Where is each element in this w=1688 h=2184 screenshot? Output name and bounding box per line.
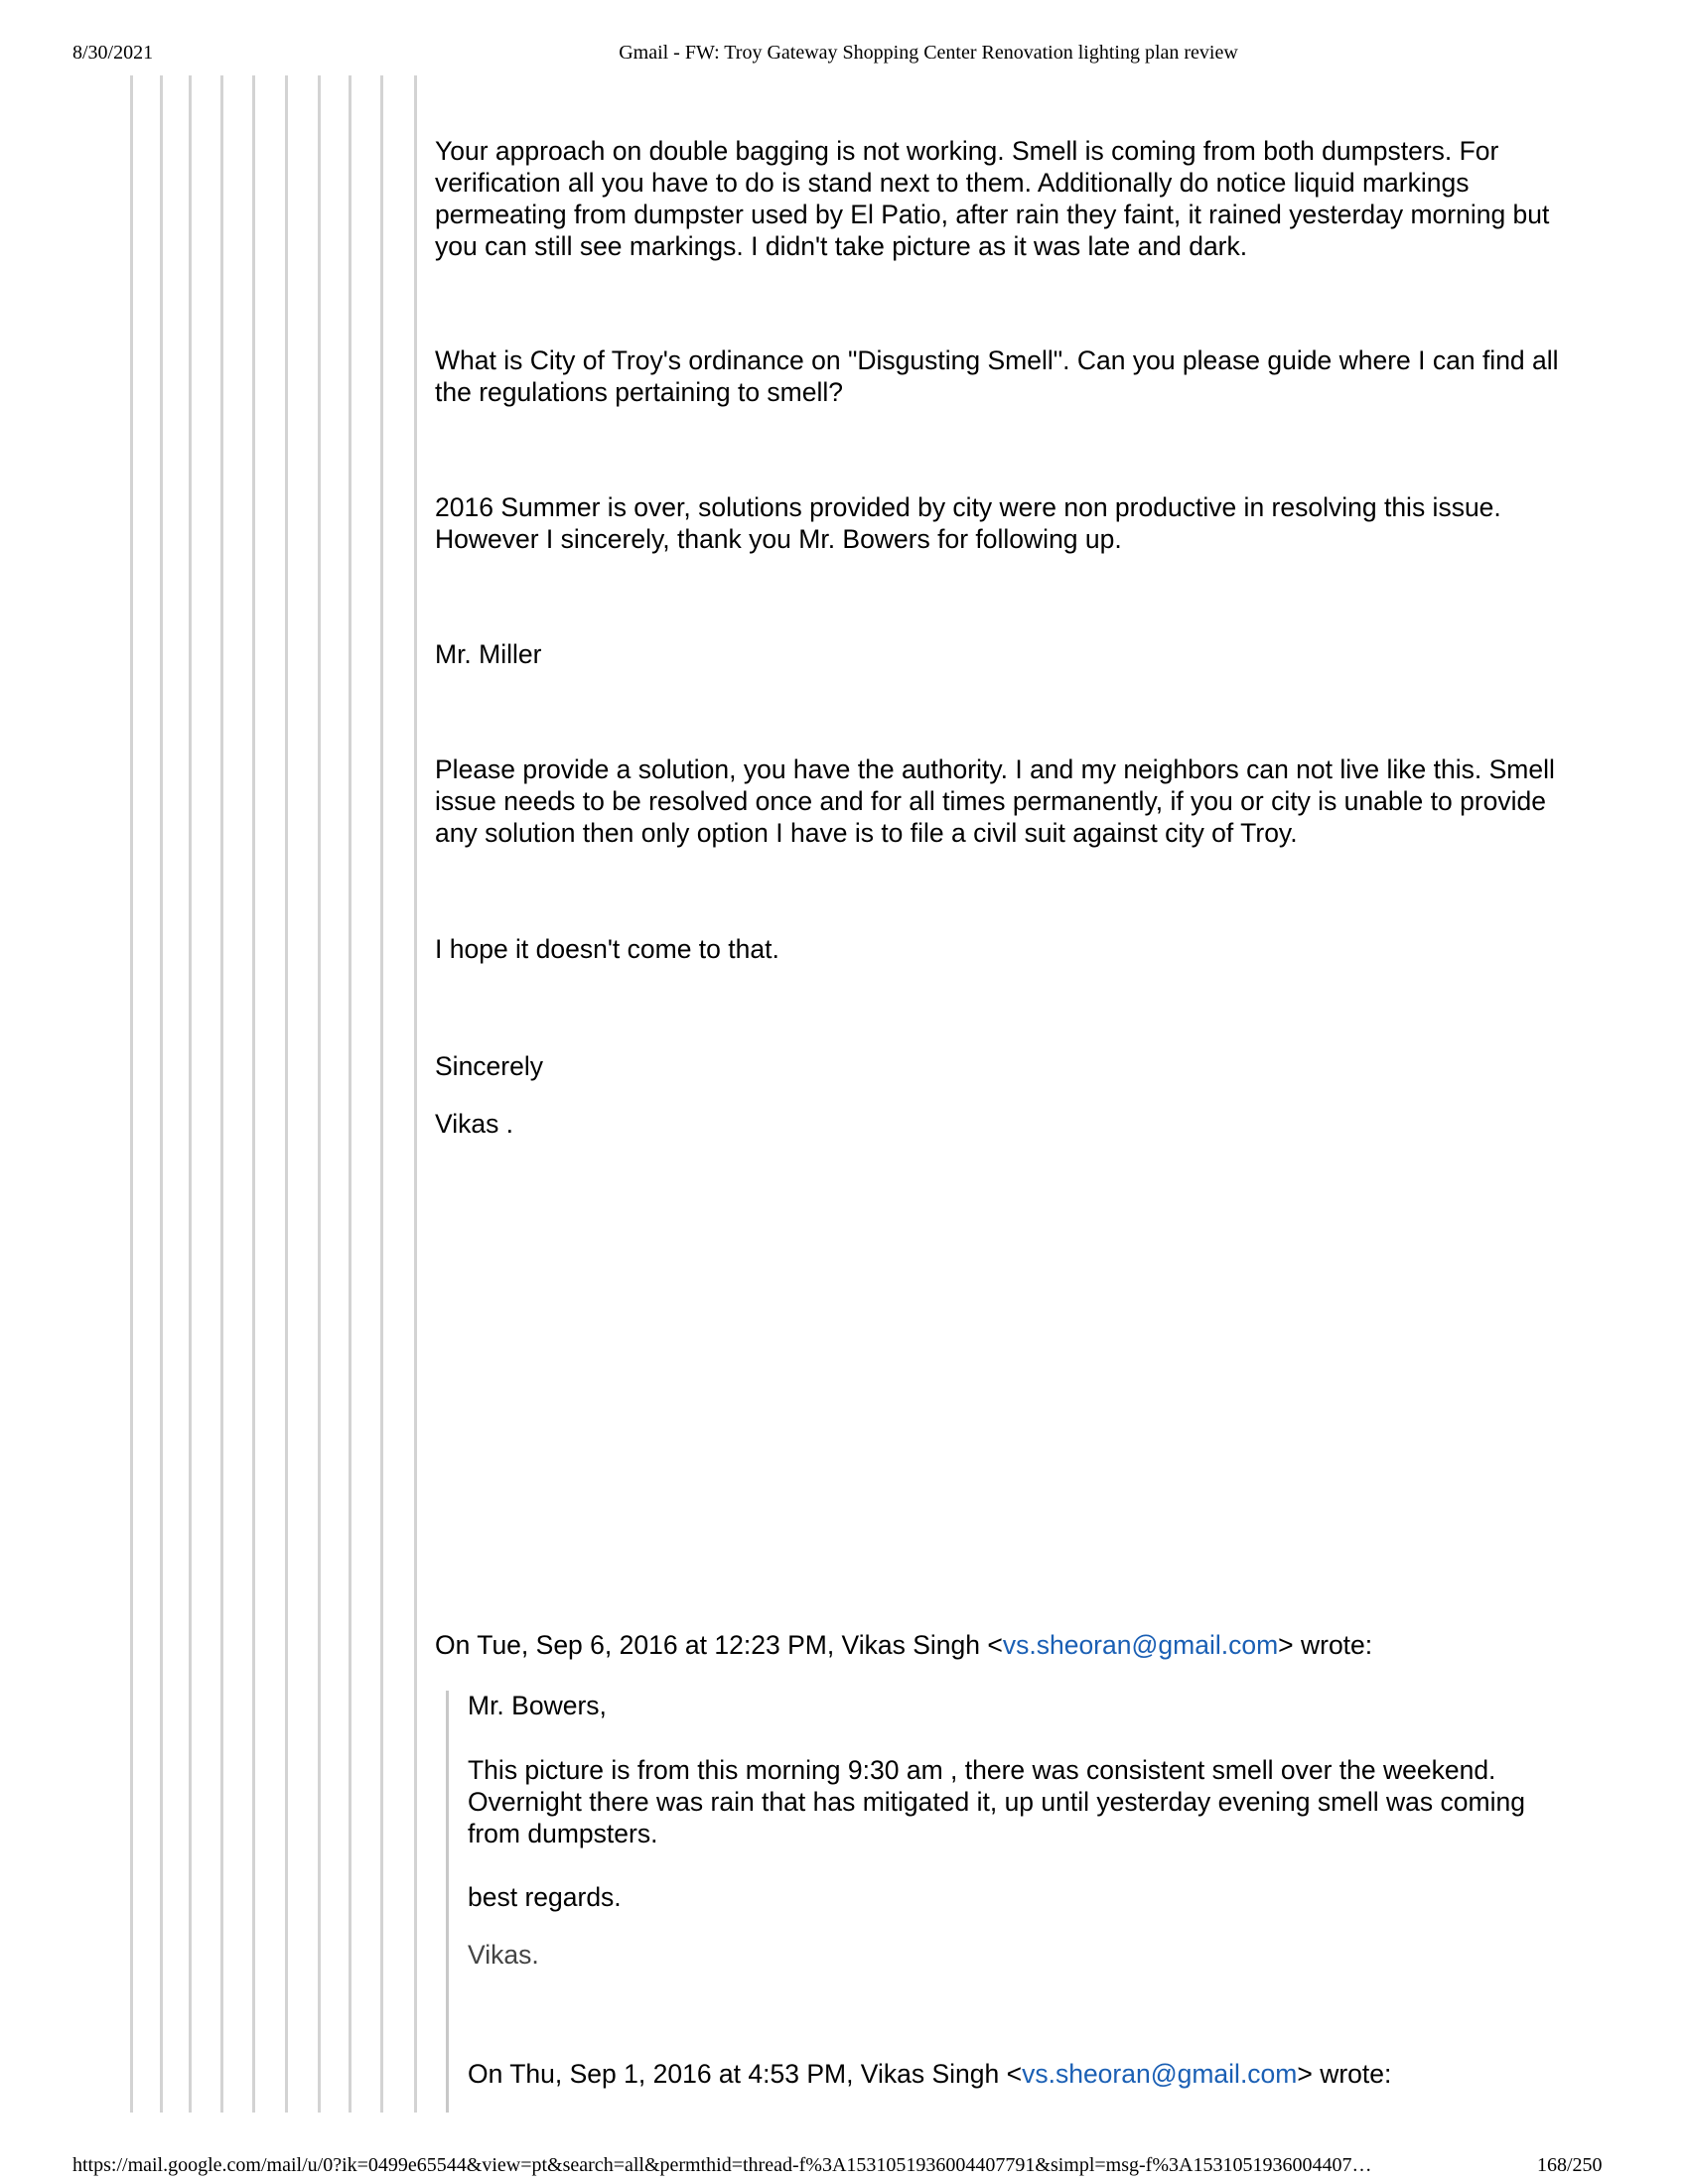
quote-level-line (252, 75, 255, 2113)
message-salutation: Mr. Miller (435, 639, 542, 669)
quote-greeting: Mr. Bowers, (468, 1691, 607, 1720)
message-paragraph: 2016 Summer is over, solutions provided by city were non productive in resolving this issue. However I sincerely, thank you Mr. Bowers for following up. (435, 492, 1501, 554)
quote-level-line (160, 75, 163, 2113)
quote-level-line (380, 75, 383, 2113)
quote-attribution: On Thu, Sep 1, 2016 at 4:53 PM, Vikas Singh <vs.sheoran@gmail.com> wrote: (468, 2059, 1392, 2089)
quote-level-line (285, 75, 288, 2113)
quote-regards: best regards. (468, 1882, 622, 1912)
quote-paragraph: This picture is from this morning 9:30 am , there was consistent smell over the weekend. Overnight there was rain that has mitigated it, up until yesterday evening smell was coming from dumpsters. (468, 1755, 1525, 1848)
email-link[interactable]: vs.sheoran@gmail.com (1002, 1630, 1279, 1660)
quote-level-line (349, 75, 352, 2113)
message-signature: Vikas . (435, 1109, 514, 1139)
email-link[interactable]: vs.sheoran@gmail.com (1022, 2059, 1298, 2089)
message-paragraph: I hope it doesn't come to that. (435, 934, 779, 964)
message-paragraph: Your approach on double bagging is not working. Smell is coming from both dumpsters. For verification all you have to do is stand next to them. Additionally do notice liquid markings permeating from dumpster used by El Patio, after rain they faint, it rained yesterday morning but you can still see markings. I didn't take picture as it was late and dark. (435, 136, 1550, 261)
message-closing: Sincerely (435, 1051, 543, 1081)
quote-level-line (130, 75, 133, 2113)
message-paragraph: Please provide a solution, you have the authority. I and my neighbors can not live like this. Smell issue needs to be resolved once and for all times permanently, if you or city is unable to provide any solution then only option I have is to file a civil suit against city of Troy. (435, 754, 1555, 848)
print-date: 8/30/2021 (72, 42, 154, 64)
quote-level-line (220, 75, 223, 2113)
quote-level-line (318, 75, 321, 2113)
quote-level-line (189, 75, 192, 2113)
page-number: 168/250 (1537, 2154, 1603, 2176)
quote-level-line (414, 75, 417, 2113)
message-paragraph: What is City of Troy's ordinance on "Disgusting Smell". Can you please guide where I can find all the regulations pertaining to smell? (435, 345, 1559, 407)
quote-bar (446, 1691, 449, 2113)
page-title: Gmail - FW: Troy Gateway Shopping Center Renovation lighting plan review (619, 42, 1238, 64)
quote-attribution: On Tue, Sep 6, 2016 at 12:23 PM, Vikas Singh <vs.sheoran@gmail.com> wrote: (435, 1630, 1373, 1660)
quote-signature: Vikas. (468, 1940, 539, 1970)
print-url: https://mail.google.com/mail/u/0?ik=0499e65544&view=pt&search=all&permthid=thread-f%3A1531051936004407791&simpl=msg-f%3A1531051936004407… (72, 2154, 1372, 2176)
